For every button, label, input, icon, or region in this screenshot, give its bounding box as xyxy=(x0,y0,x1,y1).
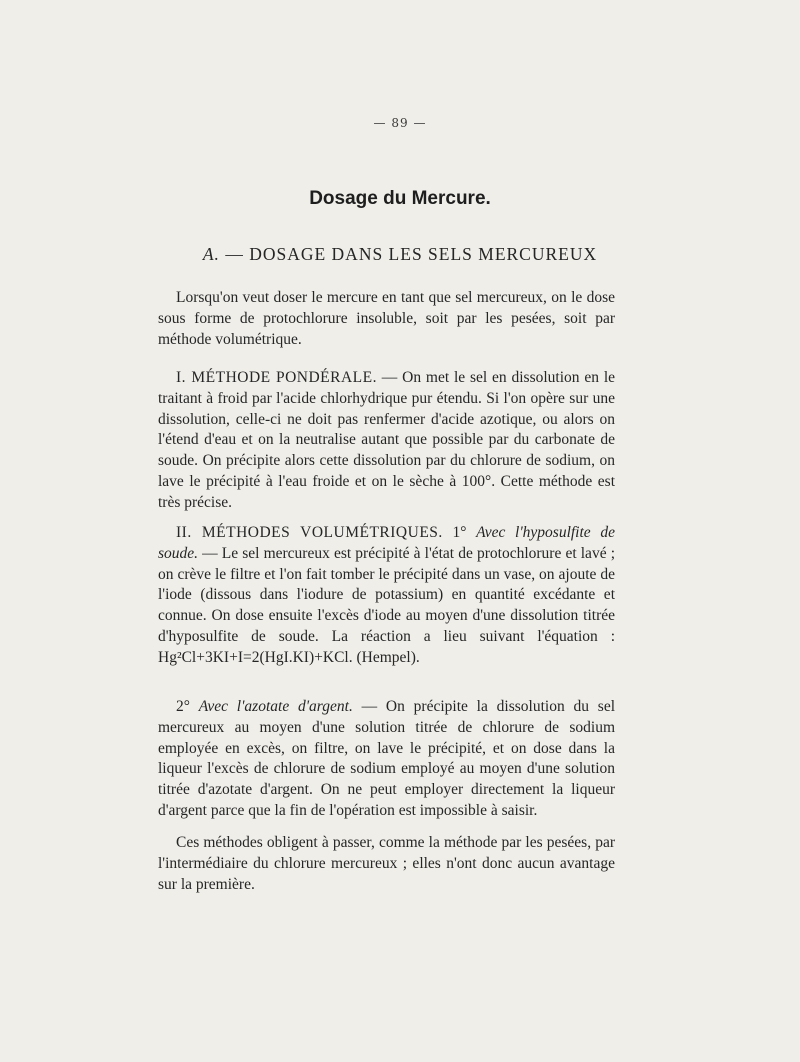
silver-nitrate-subheading: Avec l'azotate d'argent. xyxy=(198,698,353,715)
paragraph-conclusion xyxy=(158,833,615,895)
volumetric-text: — Le sel mercureux est précipité à l'état de protochlorure et lavé ; on crève le filtre et l'on fait tomber le précipité dans un vase, on ajoute de l'iode (dissous dans l'iodure de potassium) en quantité excédante et connue. On dose ensuite l'excès d'iode au moyen d'une dissolution titrée d'hyposulfite de soude. La réaction a lieu suivant l'équation : Hg²Cl+3KI+I=2(HgI.KI)+KCl. (Hempel). xyxy=(158,544,615,666)
paragraph-intro xyxy=(158,288,615,350)
paragraph-gravimetric-method xyxy=(158,368,615,514)
section-heading-text: — DOSAGE DANS LES SELS MERCUREUX xyxy=(219,244,598,264)
volumetric-number: 1° xyxy=(442,524,477,541)
paragraph-volumetric-methods xyxy=(158,523,615,669)
section-letter: A. xyxy=(202,244,220,264)
paragraph-silver-nitrate xyxy=(158,697,615,822)
gravimetric-text: — On met le sel en dissolution en le traitant à froid par l'acide chlorhydrique pur étendu. Si l'on opère sur une dissolution, celle-ci ne doit pas renfermer d'acide azotique, ou alors on l'étend d'eau et on la neutralise autant que possible par du carbonate de soude. On précipite alors cette dissolution par du chlorure de sodium, on lave le précipité à l'eau froide et on le sèche à 100°. Cette méthode est très précise. xyxy=(158,369,615,511)
volumetric-subheading: Avec l'hyposulfite de soude. xyxy=(158,524,615,562)
conclusion-text: Ces méthodes obligent à passer, comme la méthode par les pesées, par l'intermédiaire du chlorure mercureux ; elles n'ont donc aucun avantage sur la première. xyxy=(158,834,615,893)
page-number: — 89 — xyxy=(373,116,427,130)
silver-nitrate-number: 2° xyxy=(176,698,199,715)
paragraph-intro-text: Lorsqu'on veut doser le mercure en tant que sel mercureux, on le dose sous forme de protochlorure insoluble, soit par les pesées, soit par méthode volumétrique. xyxy=(158,289,615,348)
silver-nitrate-text: — On précipite la dissolution du sel mercureux au moyen d'une solution titrée de chlorure de sodium employée en excès, on filtre, on lave le précipité, et on dose dans la liqueur l'excès de chlorure de sodium employé au moyen d'une solution titrée d'azotate d'argent. On ne peut employer directement la liqueur d'argent parce que la fin de l'opération est impossible à saisir. xyxy=(158,698,616,819)
section-heading xyxy=(0,244,800,265)
page-title: Dosage du Mercure. xyxy=(309,188,491,209)
volumetric-heading: II. MÉTHODES VOLUMÉTRIQUES. xyxy=(176,524,443,541)
gravimetric-heading: I. MÉTHODE PONDÉRALE. xyxy=(176,369,377,386)
